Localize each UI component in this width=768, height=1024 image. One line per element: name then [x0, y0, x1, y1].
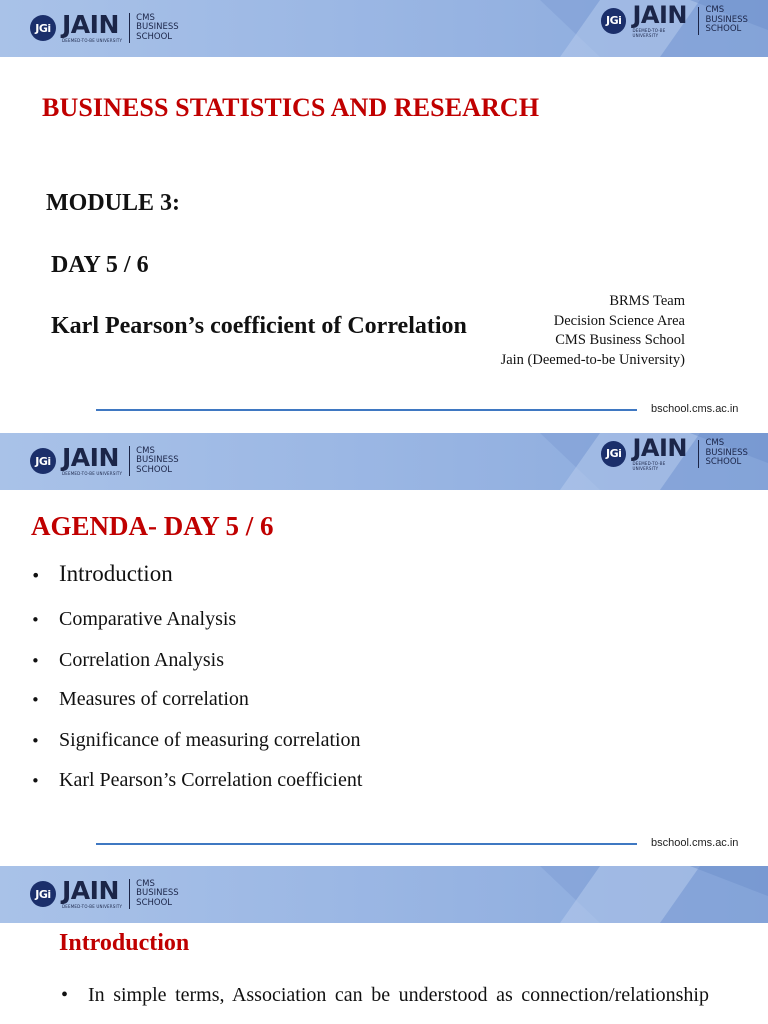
section-title: Introduction	[59, 930, 190, 956]
brand-name: JAIN	[632, 1, 688, 29]
credit-university: Jain (Deemed-to-be University)	[500, 351, 685, 368]
bullet: •	[31, 732, 40, 750]
university-tag: DEEMED-TO-BE UNIVERSITY	[62, 904, 123, 909]
university-tag: DEEMED-TO-BE UNIVERSITY	[62, 471, 123, 476]
school-name: CMS BUSINESS SCHOOL	[136, 12, 179, 42]
school-name: CMS BUSINESS SCHOOL	[136, 878, 179, 908]
slide-introduction	[0, 866, 768, 1024]
bullet: •	[31, 652, 40, 670]
topic-title: Karl Pearson’s coefficient of Correlation	[51, 313, 467, 339]
bullet: •	[31, 772, 40, 790]
course-title: BUSINESS STATISTICS AND RESEARCH	[42, 93, 540, 122]
bullet: •	[31, 611, 40, 629]
jgi-logo-mark: JGi	[601, 441, 626, 467]
jgi-logo-mark: JGi	[601, 8, 626, 34]
jgi-logo-mark: JGi	[30, 881, 56, 907]
brand-name: JAIN	[62, 876, 119, 905]
school-name: CMS BUSINESS SCHOOL	[136, 445, 179, 475]
agenda-title: AGENDA- DAY 5 / 6	[31, 511, 274, 541]
credit-school: CMS Business School	[555, 332, 685, 348]
university-tag: DEEMED-TO-BE UNIVERSITY	[632, 461, 666, 471]
footer-line	[96, 409, 637, 411]
school-name: CMS BUSINESS SCHOOL	[705, 438, 748, 468]
day-label: DAY 5 / 6	[51, 252, 149, 278]
slide-title	[0, 0, 768, 433]
logo-divider	[129, 13, 130, 43]
footer-url[interactable]: bschool.cms.ac.in	[651, 837, 739, 849]
jain-logo	[30, 10, 179, 43]
bullet: •	[31, 566, 41, 585]
bullet: •	[61, 984, 69, 1006]
jain-logo	[30, 443, 179, 476]
university-tag: DEEMED-TO-BE UNIVERSITY	[62, 38, 123, 43]
credit-team: BRMS Team	[609, 293, 685, 309]
jgi-logo-mark: JGi	[30, 448, 56, 474]
jain-logo	[30, 876, 179, 909]
slide-header	[0, 0, 768, 57]
jgi-logo-mark: JGi	[30, 15, 56, 41]
slide-header	[0, 433, 768, 490]
intro-paragraph	[61, 984, 709, 1006]
logo-divider	[698, 440, 699, 468]
footer-line	[96, 843, 637, 845]
credit-area: Decision Science Area	[553, 312, 685, 329]
module-label: MODULE 3:	[46, 190, 180, 216]
bullet: •	[31, 691, 40, 709]
brand-name: JAIN	[62, 443, 119, 472]
jain-logo-secondary	[601, 3, 768, 38]
slide-header	[0, 866, 768, 923]
jain-logo-secondary	[601, 436, 768, 471]
paragraph-text: In simple terms, Association can be understood as connection/relationship	[88, 984, 709, 1006]
school-name: CMS BUSINESS SCHOOL	[705, 5, 748, 35]
logo-divider	[129, 879, 130, 909]
credits-block	[501, 292, 685, 370]
brand-name: JAIN	[62, 10, 119, 39]
university-tag: DEEMED-TO-BE UNIVERSITY	[632, 28, 666, 38]
logo-divider	[698, 7, 699, 35]
brand-name: JAIN	[632, 434, 688, 462]
footer-url[interactable]: bschool.cms.ac.in	[651, 403, 739, 415]
slide-agenda: JGi JAIN DEEMED-TO-BE UNIVERSITY CMS BUSINESS SCHOOL JGi JAIN DEEMED-TO-BE UNIVERSITY CMS BUSINESS SCHOOL AGENDA- DAY 5 / 6 • Introduction • Comparative Analysis • Correlation Analysis • Measures of correlation • Significance of measuring correlation • Karl Pearson’s Correlation coefficient bschool.cms.ac.in	[0, 433, 768, 866]
logo-divider	[129, 446, 130, 476]
